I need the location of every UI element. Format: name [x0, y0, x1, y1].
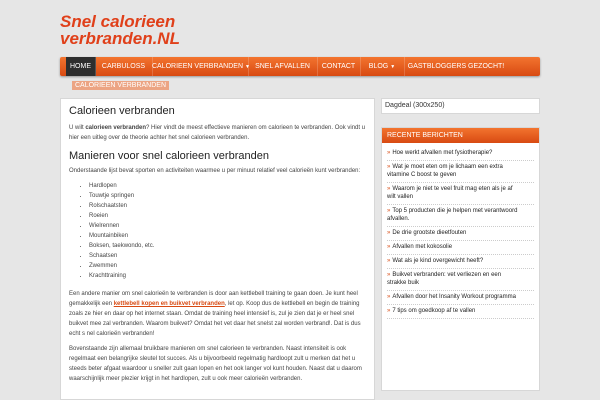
recent-post-link[interactable]: » Top 5 producten die je helpen met verantwoord afvallen.	[387, 205, 534, 227]
nav-item-calorieen-verbranden[interactable]: CALORIEEN VERBRANDEN ▼	[152, 57, 249, 76]
page-title: Calorieen verbranden	[69, 105, 175, 117]
arrow-right-icon: »	[387, 258, 391, 264]
summary-paragraph: Bovenstaande zijn allemaal bruikbare manieren om snel calorieen te verbranden. Naast intensiteit is ook regelmaat een belangrijke sleutel tot succes. Als u bijvoorbeeld regelmatig hardloopt zult u merken dat het u steeds beter afgaat waardoor u sneller zult gaan lopen en het ook langer vol kunt houden. Naast dat u daarom waarschijnlijk meer plezier krijgt in het hardlopen, zult u ook meer calorieën verbranden.	[69, 346, 362, 382]
recent-posts-widget	[381, 127, 540, 391]
site-title-line1: Snel calorieen	[60, 12, 176, 31]
chevron-down-icon: ▼	[245, 64, 250, 70]
intro-bold: calorieen verbranden	[85, 125, 147, 131]
recent-post-link[interactable]: » Wat als je kind overgewicht heeft?	[387, 255, 534, 269]
recent-post-link[interactable]: » Buikvet verbranden: vet verliezen en een strakke buik	[387, 269, 534, 291]
recent-post-link[interactable]: » Afvallen door het Insanity Workout programma	[387, 291, 534, 305]
activity-list	[69, 181, 366, 281]
subnav-item-calorieen-verbranden[interactable]: CALORIEEN VERBRANDEN	[72, 81, 169, 90]
list-item: • Zwemmen	[89, 261, 366, 271]
arrow-right-icon: »	[387, 186, 391, 192]
kettlebell-link[interactable]: kettlebell kopen en buikvet verbranden	[113, 301, 225, 307]
list-item: • Boksen, taekwondo, etc.	[89, 241, 366, 251]
site-title-line2: verbranden.NL	[60, 29, 180, 48]
recent-post-link[interactable]: » Hoe werkt afvallen met fysiotherapie?	[387, 147, 534, 161]
list-item: • Wielrennen	[89, 221, 366, 231]
list-intro: Onderstaande lijst bevat sporten en activiteiten waarmee u per minuut relatief veel calorieën kunt verbranden:	[69, 168, 361, 174]
recent-post-link[interactable]: » De drie grootste dieetfouten	[387, 227, 534, 241]
recent-posts-list	[382, 143, 539, 319]
nav-item-home[interactable]: HOME	[66, 57, 96, 76]
arrow-right-icon: »	[387, 230, 391, 236]
main-nav	[60, 57, 540, 76]
list-item: • Touwtje springen	[89, 191, 366, 201]
main-content	[60, 98, 375, 400]
arrow-right-icon: »	[387, 164, 391, 170]
intro-paragraph: U wilt calorieen verbranden? Hier vindt de meest effectieve manieren om calorieen te verbranden. Ook vindt u hier een uitleg over de theorie achter het snel calorieen verbranden.	[69, 125, 366, 141]
list-item: • Schaatsen	[89, 251, 366, 261]
recent-post-link[interactable]: » Wat je moet eten om je lichaam een extra vitamine C boost te geven	[387, 161, 534, 183]
arrow-right-icon: »	[387, 150, 391, 156]
site-title[interactable]	[60, 13, 180, 47]
list-item: • Roeien	[89, 211, 366, 221]
list-item: • Rolschaatsten	[89, 201, 366, 211]
nav-item-blog[interactable]: BLOG ▼	[360, 57, 405, 76]
nav-item-contact[interactable]: CONTACT	[317, 57, 361, 76]
arrow-right-icon: »	[387, 294, 391, 300]
recent-post-link[interactable]: » Waarom je niet te veel fruit mag eten als je af wilt vallen	[387, 183, 534, 205]
chevron-down-icon: ▼	[390, 64, 396, 70]
recent-posts-title: RECENTE BERICHTEN	[382, 128, 539, 143]
nav-item-carbuloss[interactable]: CARBULOSS	[95, 57, 153, 76]
nav-item-gastbloggers[interactable]: GASTBLOGGERS GEZOCHT!	[407, 63, 505, 70]
list-item: • Hardlopen	[89, 181, 366, 191]
list-item: • Mountainbiken	[89, 231, 366, 241]
ad-box[interactable]: Dagdeal (300x250)	[381, 98, 540, 114]
nav-item-snel-afvallen[interactable]: SNEL AFVALLEN	[248, 57, 318, 76]
kettlebell-paragraph: Een andere manier om snel calorieën te verbranden is door aan kettlebell training te gaan doen. Je kunt heel gemakkelijk een kettlebell kopen en buikvet verbranden, let op. Koop dus de kettlebell en begin de training zoals ze hier en daar op het internet staan. Omdat de training heel intensief is, zul je zien dat je er heel snel buikvet mee zal verbranden. Waarom buikvet? Omdat het vet daar het snelst zal worden verbrand!. Dat is dus echt s nel calorieën verbranden!	[69, 291, 361, 337]
recent-post-link[interactable]: » Afvallen met kokosolie	[387, 241, 534, 255]
sidebar	[381, 98, 540, 400]
arrow-right-icon: »	[387, 208, 391, 214]
arrow-right-icon: »	[387, 244, 391, 250]
section-heading: Manieren voor snel calorieen verbranden	[69, 150, 269, 162]
arrow-right-icon: »	[387, 272, 391, 278]
recent-post-link[interactable]: » 7 tips om goedkoop af te vallen	[387, 305, 534, 319]
arrow-right-icon: »	[387, 308, 391, 314]
list-item: • Krachttraining	[89, 271, 366, 281]
